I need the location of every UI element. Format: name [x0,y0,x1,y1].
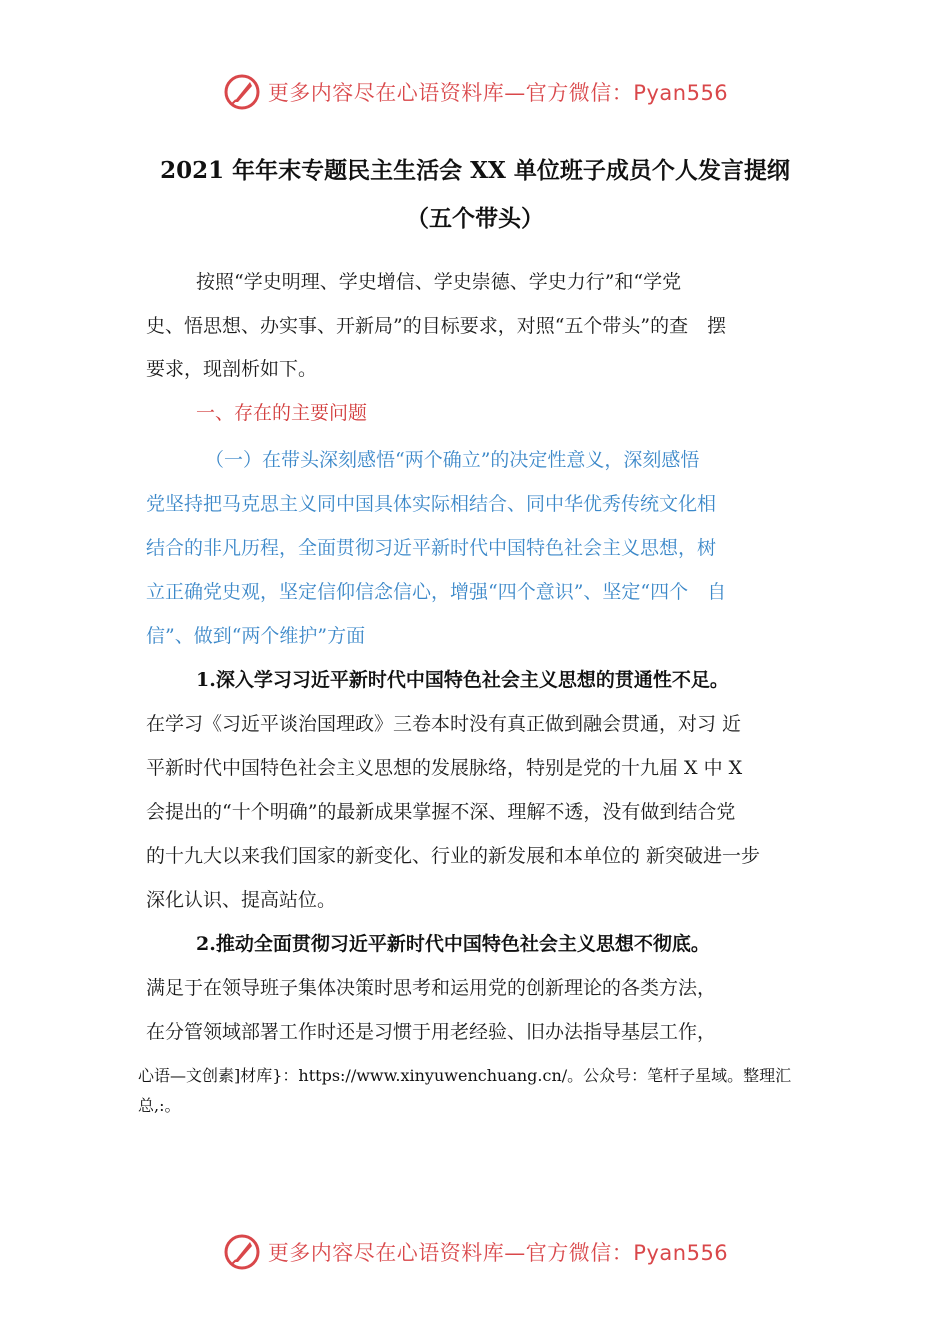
intro-line: 要求，现剖析如下。 [146,358,318,380]
subsection-line: 党坚持把马克思主义同中国具体实际相结合、同中华优秀传统文化相 [146,493,717,515]
document-subtitle: （五个带头） [406,205,544,232]
subsection-line: 结合的非凡历程，全面贯彻习近平新时代中国特色社会主义思想，树 [146,537,717,559]
paragraph-line: 平新时代中国特色社会主义思想的发展脉络，特别是党的十九届 X 中 X [146,757,743,779]
subsection-line: （一）在带头深刻感悟“两个确立”的决定性意义，深刻感悟 [205,449,700,471]
paragraph-line: 在分管领域部署工作时还是习惯于用老经验、旧办法指导基层工作， [146,1021,717,1043]
paragraph-line: 满足于在领导班子集体决策时思考和运用党的创新理论的各类方法， [146,977,717,999]
item-heading: 2.推动全面贯彻习近平新时代中国特色社会主义思想不彻底。 [196,933,710,955]
document-title: 2021 年年末专题民主生活会 XX 单位班子成员个人发言提纲 [160,157,790,184]
paragraph-line: 在学习《习近平谈治国理政》三卷本时没有真正做到融会贯通，对习 近 [146,713,742,735]
intro-line: 按照“学史明理、学史增信、学史崇德、学史力行”和“学党 [196,271,682,293]
quill-logo-icon [222,1232,262,1272]
subsection-line: 立正确党史观，坚定信仰信念信心，增强“四个意识”、坚定“四个 自 [146,581,727,603]
footer-note: 总,:。 [138,1096,181,1115]
paragraph-line: 的十九大以来我们国家的新变化、行业的新发展和本单位的 新突破进一步 [146,845,761,867]
paragraph-line: 会提出的“十个明确”的最新成果掌握不深、理解不透，没有做到结合党 [146,801,736,823]
watermark-banner-bottom [0,1230,950,1274]
section-heading: 一、存在的主要问题 [196,402,368,424]
quill-logo-icon [222,72,262,112]
footer-note: 心语—文创素]材库}：https://www.xinyuwenchuang.cn/。公众号：笔杆子星域。整理汇 [138,1066,792,1085]
intro-line: 史、悟思想、办实事、开新局”的目标要求，对照“五个带头”的查 摆 [146,315,727,337]
item-heading: 1.深入学习习近平新时代中国特色社会主义思想的贯通性不足。 [196,669,729,691]
subsection-line: 信”、做到“两个维护”方面 [146,625,366,647]
paragraph-line: 深化认识、提高站位。 [146,889,337,911]
watermark-text: 更多内容尽在心语资料库—官方微信：Pyan556 [267,81,729,105]
watermark-banner-top [0,70,950,114]
watermark-text: 更多内容尽在心语资料库—官方微信：Pyan556 [267,1241,729,1265]
